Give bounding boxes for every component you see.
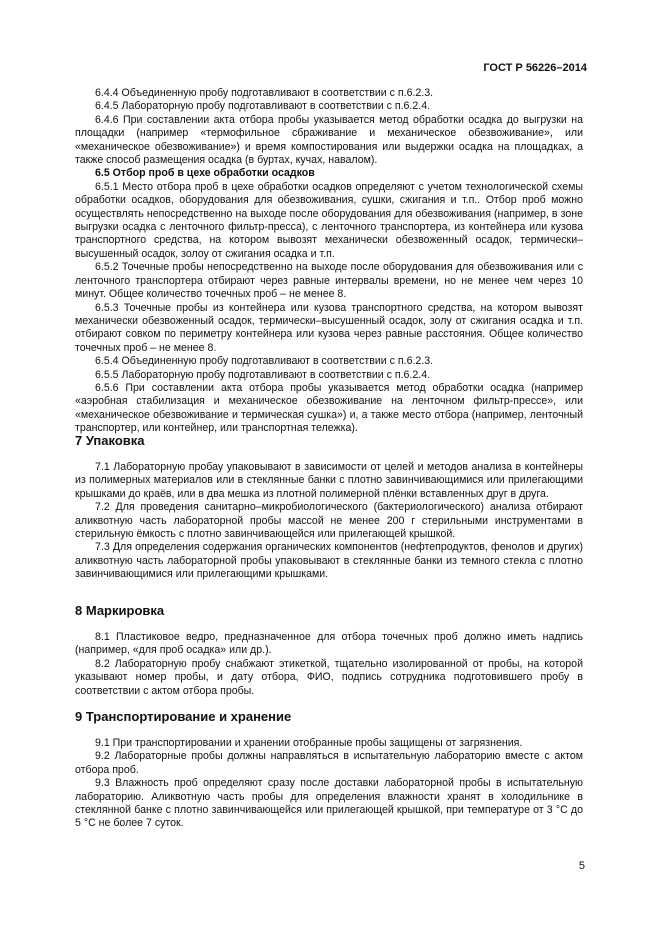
standard-header: ГОСТ Р 56226–2014 [483, 62, 587, 74]
paragraph: 8.2 Лабораторную пробу снабжают этикеткой, тщательно изолированной от пробы, на которой указывают номер пробы, и дату отбора, ФИО, подпись сотрудника подготовившего пробу в соответствии с актом отбора пробы. [75, 657, 583, 697]
paragraph: 9.1 При транспортировании и хранении отобранные пробы защищены от загрязнения. [95, 737, 523, 749]
paragraph: 6.5.5 Лабораторную пробу подготавливают в соответствии с п.6.2.4. [95, 368, 431, 381]
paragraph: 8.1 Пластиковое ведро, предназначенное для отбора точечных проб должно иметь надпись (например, «для проб осадка» или др.). [75, 631, 583, 657]
section-7-text [75, 461, 583, 582]
section-8-title: 8 Маркировка [75, 603, 165, 618]
section-8-text [75, 631, 583, 698]
paragraph: 6.5.2 Точечные пробы непосредственно на выходе после оборудования для обезвоживания или с ленточного транспортера отбирают через равные интервалы времени, но не менее чем через 10 минут. Общее количество точечных проб – не менее 8. [75, 261, 583, 301]
section-6-text [75, 87, 583, 436]
page-number: 5 [578, 860, 585, 872]
paragraph: 7.2 Для проведения санитарно–микробиологического (бактериологического) анализа отбирают аликвотную часть лабораторной пробы массой не менее 200 г стерильными инструментами в стерильную ёмкость с плотно завинчивающейся или прилегающей крышкой. [75, 501, 583, 541]
paragraph: 6.5.6 При составлении акта отбора пробы указывается метод обработки осадка (например «аэробная стабилизация и механическое обезвоживание на ленточном фильтр-прессе», или «механическое обезвоживание и термическая сушка») и, а также место отбора (например, ленточный транспортер, или контейнер, или транспортная тележка). [75, 381, 583, 435]
section-7-title: 7 Упаковка [75, 433, 145, 448]
paragraph: 6.4.5 Лабораторную пробу подготавливают в соответствии с п.6.2.4. [95, 100, 431, 113]
paragraph: 6.4.6 При составлении акта отбора пробы указывается метод обработки осадка до выгрузки на площадки (например «термофильное сбраживание и механическое обезвоживание», или «механическое обезвоживание») и время компостирования или выдержки осадка на площадках, а также способ размещения осадка (в буртах, кучах, навалом). [75, 113, 583, 167]
paragraph: 9.2 Лабораторные пробы должны направляться в испытательную лабораторию вместе с актом отбора проб. [75, 750, 583, 776]
paragraph: 6.5.1 Место отбора проб в цехе обработки осадков определяют с учетом технологической схемы обработки осадков, оборудования для обезвоживания, сушки, сжигания и т.п.. Отбор проб можно осуществлять непосредственно на выходе после оборудования для обезвоживания (например, в зоне выгрузки осадка с ленточного фильтр-пресса), с ленточного транспортера, из контейнера или кузова транспортного средства, на котором вывозят механически обезвоженный осадок, термически–высушенный осадок, золоу от сжигания осадка и т.п. [75, 180, 583, 260]
paragraph: 7.3 Для определения содержания органических компонентов (нефтепродуктов, фенолов и других) аликвотную часть лабораторной пробы упаковывают в стеклянные банки из темного стекла с плотно завинчивающимися или прилегающими крышками. [75, 541, 583, 581]
section-9-title: 9 Транспортирование и хранение [75, 709, 292, 724]
subsection-heading: 6.5 Отбор проб в цехе обработки осадков [95, 167, 315, 180]
paragraph: 7.1 Лабораторную пробау упаковывают в зависимости от целей и методов анализа в контейнеры из полимерных материалов или в стеклянные банки с плотно завинчивающимися или прилегающими крышками до краёв, или в два мешка из плотной полимерной плёнки вставленных друг в друга. [75, 461, 583, 500]
paragraph: 9.3 Влажность проб определяют сразу после доставки лабораторной пробы в испытательную лабораторию. Аликвотную часть пробы для определения влажности хранят в холодильнике в стеклянной банке с плотно завинчивающейся или прилегающей крышкой, при температуре от 3 °C до 5 °C не более 7 суток. [75, 777, 583, 830]
paragraph: 6.5.3 Точечные пробы из контейнера или кузова транспортного средства, на котором вывозят механически обезвоженный осадок, термически–высушенный осадок, золу от сжигания осадка и т.п. отбирают совком по периметру контейнера или кузова через равные расстояния. Общее количество точечных проб – не менее 8. [75, 301, 583, 354]
paragraph: 6.5.4 Объединенную пробу подготавливают в соответствии с п.6.2.3. [95, 355, 434, 368]
paragraph: 6.4.4 Объединенную пробу подготавливают в соответствии с п.6.2.3. [95, 87, 434, 99]
section-9-text [75, 737, 583, 831]
